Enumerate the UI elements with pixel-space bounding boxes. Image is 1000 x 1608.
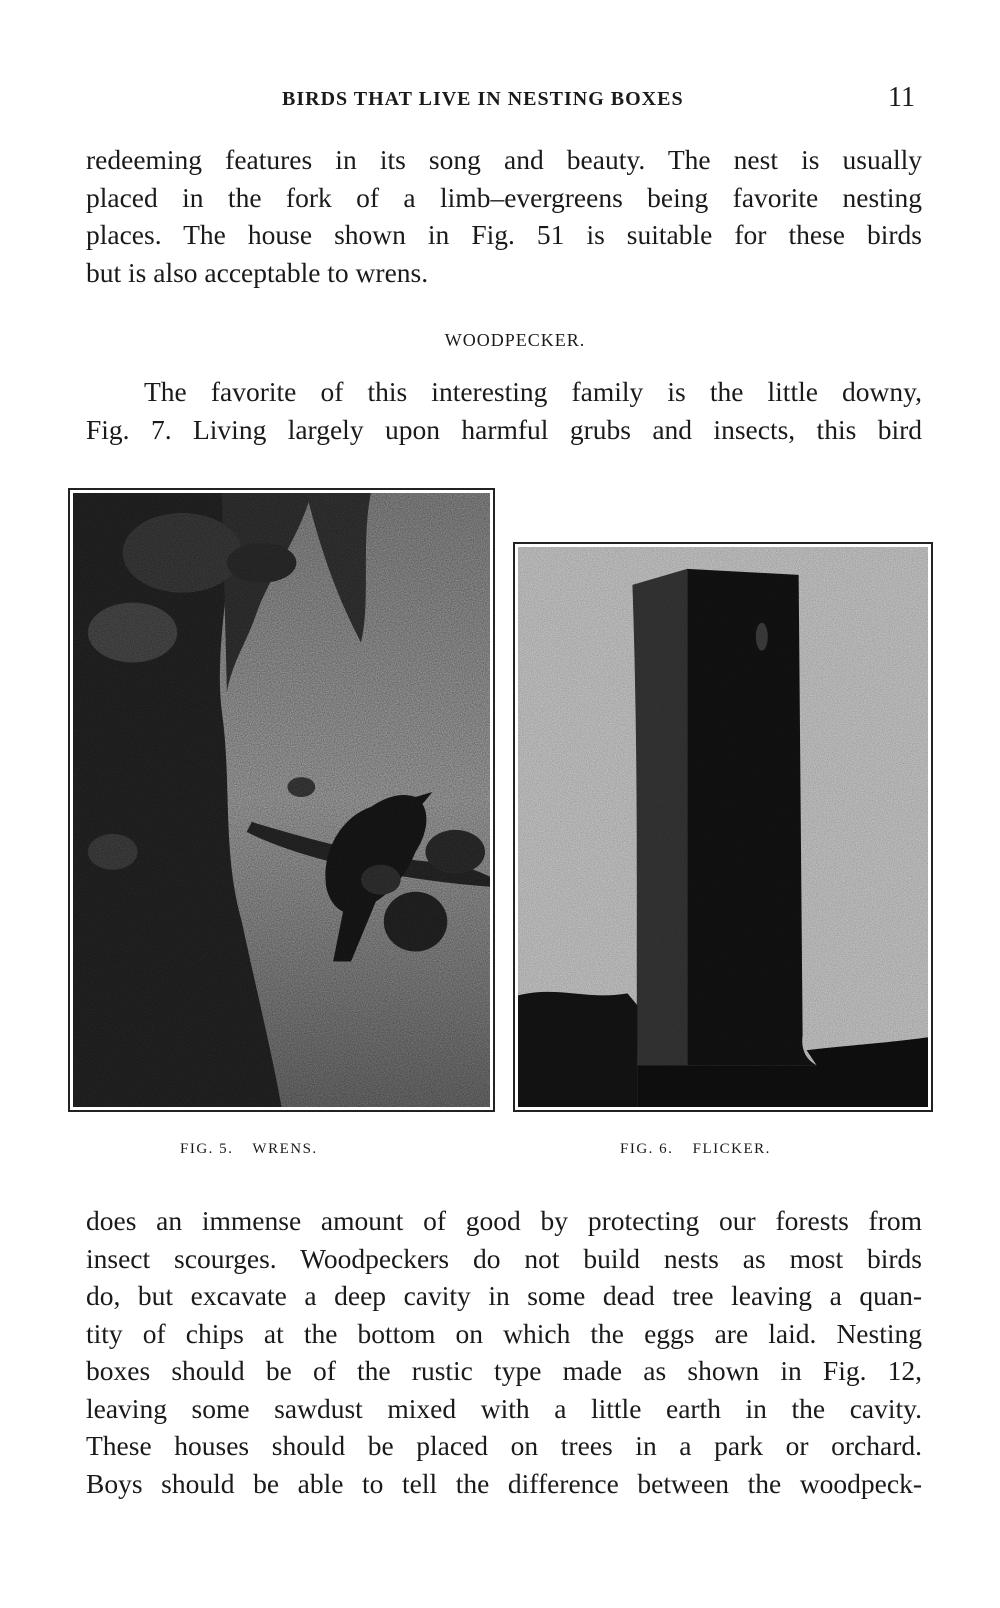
paragraph-line: but is also acceptable to wrens.: [86, 256, 429, 288]
paragraph-line: leaving some sawdust mixed with a little earth in the cavity.: [86, 1392, 922, 1424]
figure-6-number: FIG. 6.: [620, 1141, 674, 1157]
figure-5-caption: [180, 1141, 318, 1158]
paragraph-1: [86, 141, 922, 291]
running-title: BIRDS THAT LIVE IN NESTING BOXES: [282, 88, 684, 110]
paragraph-line: Boys should be able to tell the difference between the woodpeck-: [86, 1467, 922, 1499]
page-header: [0, 82, 1000, 116]
figure-6-title: FLICKER.: [692, 1141, 771, 1157]
figure-5-number: FIG. 5.: [180, 1141, 234, 1157]
paragraph-line: do, but excavate a deep cavity in some dead tree leaving a quan-: [86, 1280, 922, 1311]
paragraph-line: These houses should be placed on trees in a park or orchard.: [86, 1430, 922, 1461]
paragraph-line: The favorite of this interesting family is the little downy,: [144, 376, 922, 407]
page-number: 11: [888, 82, 915, 113]
paragraph-2: [86, 373, 922, 448]
paragraph-line: placed in the fork of a limb–evergreens being favorite nesting: [86, 181, 922, 213]
paragraph-line: tity of chips at the bottom on which the eggs are laid. Nesting: [86, 1317, 922, 1349]
figure-5-title: WRENS.: [252, 1141, 318, 1157]
paragraph-line: redeeming features in its song and beauty. The nest is usually: [86, 144, 922, 175]
paragraph-line: boxes should be of the rustic type made as shown in Fig. 12,: [86, 1355, 922, 1386]
paragraph-line: does an immense amount of good by protecting our forests from: [86, 1205, 922, 1236]
paragraph-line: places. The house shown in Fig. 51 is suitable for these birds: [86, 219, 922, 250]
paragraph-3: [86, 1202, 922, 1502]
flicker-box-photo-image: [518, 547, 928, 1107]
wren-photo-image: [73, 493, 490, 1107]
figure-6-caption: [620, 1141, 771, 1158]
section-heading-woodpecker: WOODPECKER.: [444, 330, 586, 350]
paragraph-line: Fig. 7. Living largely upon harmful grubs and insects, this bird: [86, 413, 922, 445]
figure-wrens-photo: [68, 488, 495, 1112]
figure-flicker-photo: [513, 542, 933, 1112]
paragraph-line: insect scourges. Woodpeckers do not build nests as most birds: [86, 1242, 922, 1274]
